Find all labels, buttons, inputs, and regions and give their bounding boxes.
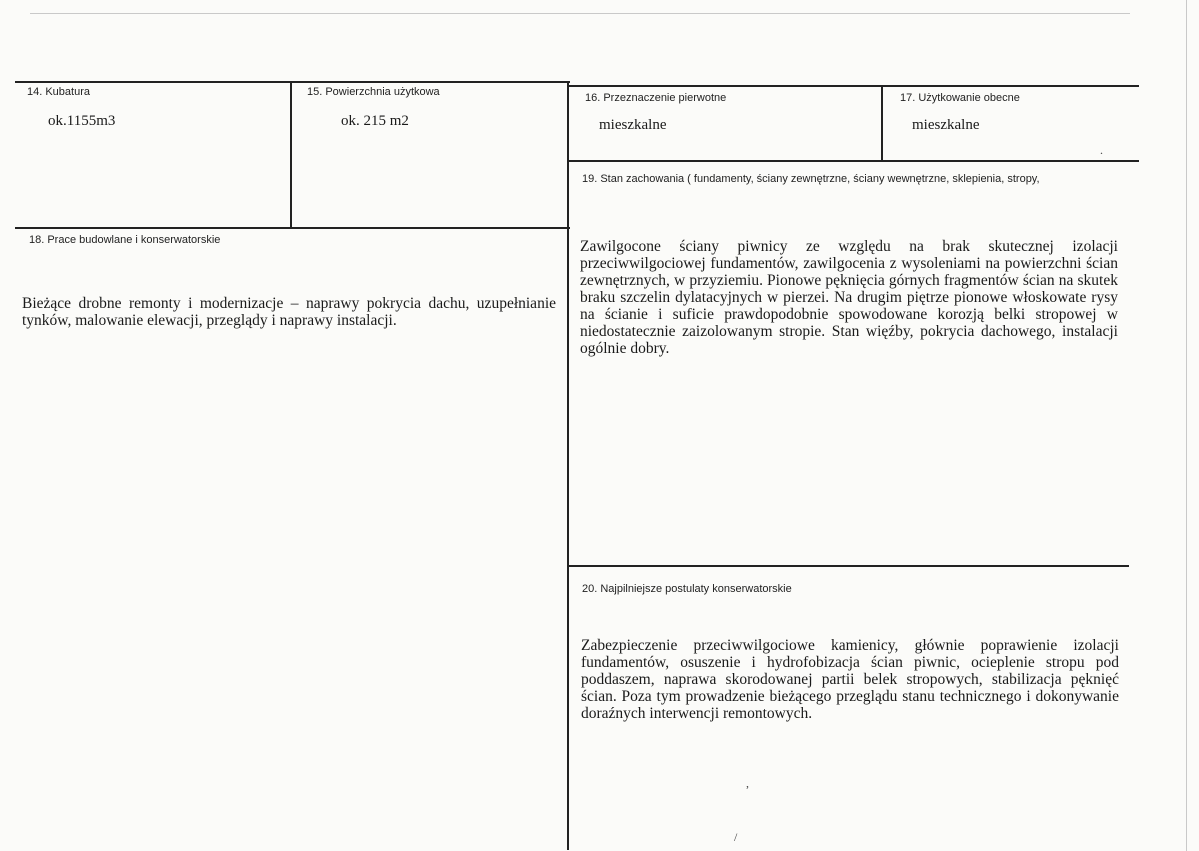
field-15-value: ok. 215 m2 — [341, 113, 409, 129]
rule-top-left — [15, 81, 570, 83]
scan-top-edge — [30, 13, 1130, 14]
scan-speck: , — [746, 776, 749, 790]
divider-16-17 — [881, 86, 883, 161]
field-14-label: 14. Kubatura — [27, 86, 90, 98]
field-15-label: 15. Powierzchnia użytkowa — [307, 86, 440, 98]
field-19-label: 19. Stan zachowania ( fundamenty, ściany zewnętrzne, ściany wewnętrzne, sklepienia, stropy, — [582, 173, 1040, 185]
field-14-value: ok.1155m3 — [48, 113, 116, 129]
field-16-label: 16. Przeznaczenie pierwotne — [585, 92, 727, 104]
rule-row2-right — [568, 160, 1139, 162]
field-20-text: Zabezpieczenie przeciwwilgociowe kamienicy, głównie poprawienie izolacji fundamentów, osuszenie i hydrofobizacja ścian piwnic, ocieplenie stropu pod poddaszem, naprawa skorodowanej partii belek stropowych, stabilizacja pęknięć ścian. Poza tym prowadzenie bieżącego przeglądu stanu technicznego i dokonywanie doraźnych interwencji remontowych. — [581, 637, 1119, 722]
rule-row2-left — [15, 227, 570, 229]
scan-speck: / — [734, 830, 738, 844]
scan-right-edge — [1186, 0, 1187, 851]
divider-14-15 — [290, 82, 292, 228]
field-17-label: 17. Użytkowanie obecne — [900, 92, 1020, 104]
rule-top-right — [568, 85, 1139, 87]
field-16-value: mieszkalne — [599, 117, 667, 133]
field-19-text: Zawilgocone ściany piwnicy ze względu na brak skutecznej izolacji przeciwwilgociowej fundamentów, zawilgocenia z wysoleniami na powierzchni ścian zewnętrznych, w przyziemiu. Pionowe pęknięcia górnych fragmentów ścian na skutek braku szczelin dylatacyjnych w pierzei. Na drugim piętrze pionowe włoskowate rysy na ścianie i suficie prawdopodobnie spowodowane korozją belki stropowej w niedostatecznie zaizolowanym stropie. Stan więźby, pokrycia dachowego, instalacji ogólnie dobry. — [580, 238, 1118, 357]
field-20-label: 20. Najpilniejsze postulaty konserwatorskie — [582, 583, 792, 595]
field-18-text: Bieżące drobne remonty i modernizacje – naprawy pokrycia dachu, uzupełnianie tynków, malowanie elewacji, przeglądy i naprawy instalacji. — [22, 295, 556, 329]
field-17-value: mieszkalne — [912, 117, 980, 133]
rule-section-20 — [568, 565, 1129, 567]
field-18-label: 18. Prace budowlane i konserwatorskie — [29, 234, 221, 246]
scan-speck: . — [1100, 143, 1103, 157]
center-vertical — [567, 82, 569, 850]
